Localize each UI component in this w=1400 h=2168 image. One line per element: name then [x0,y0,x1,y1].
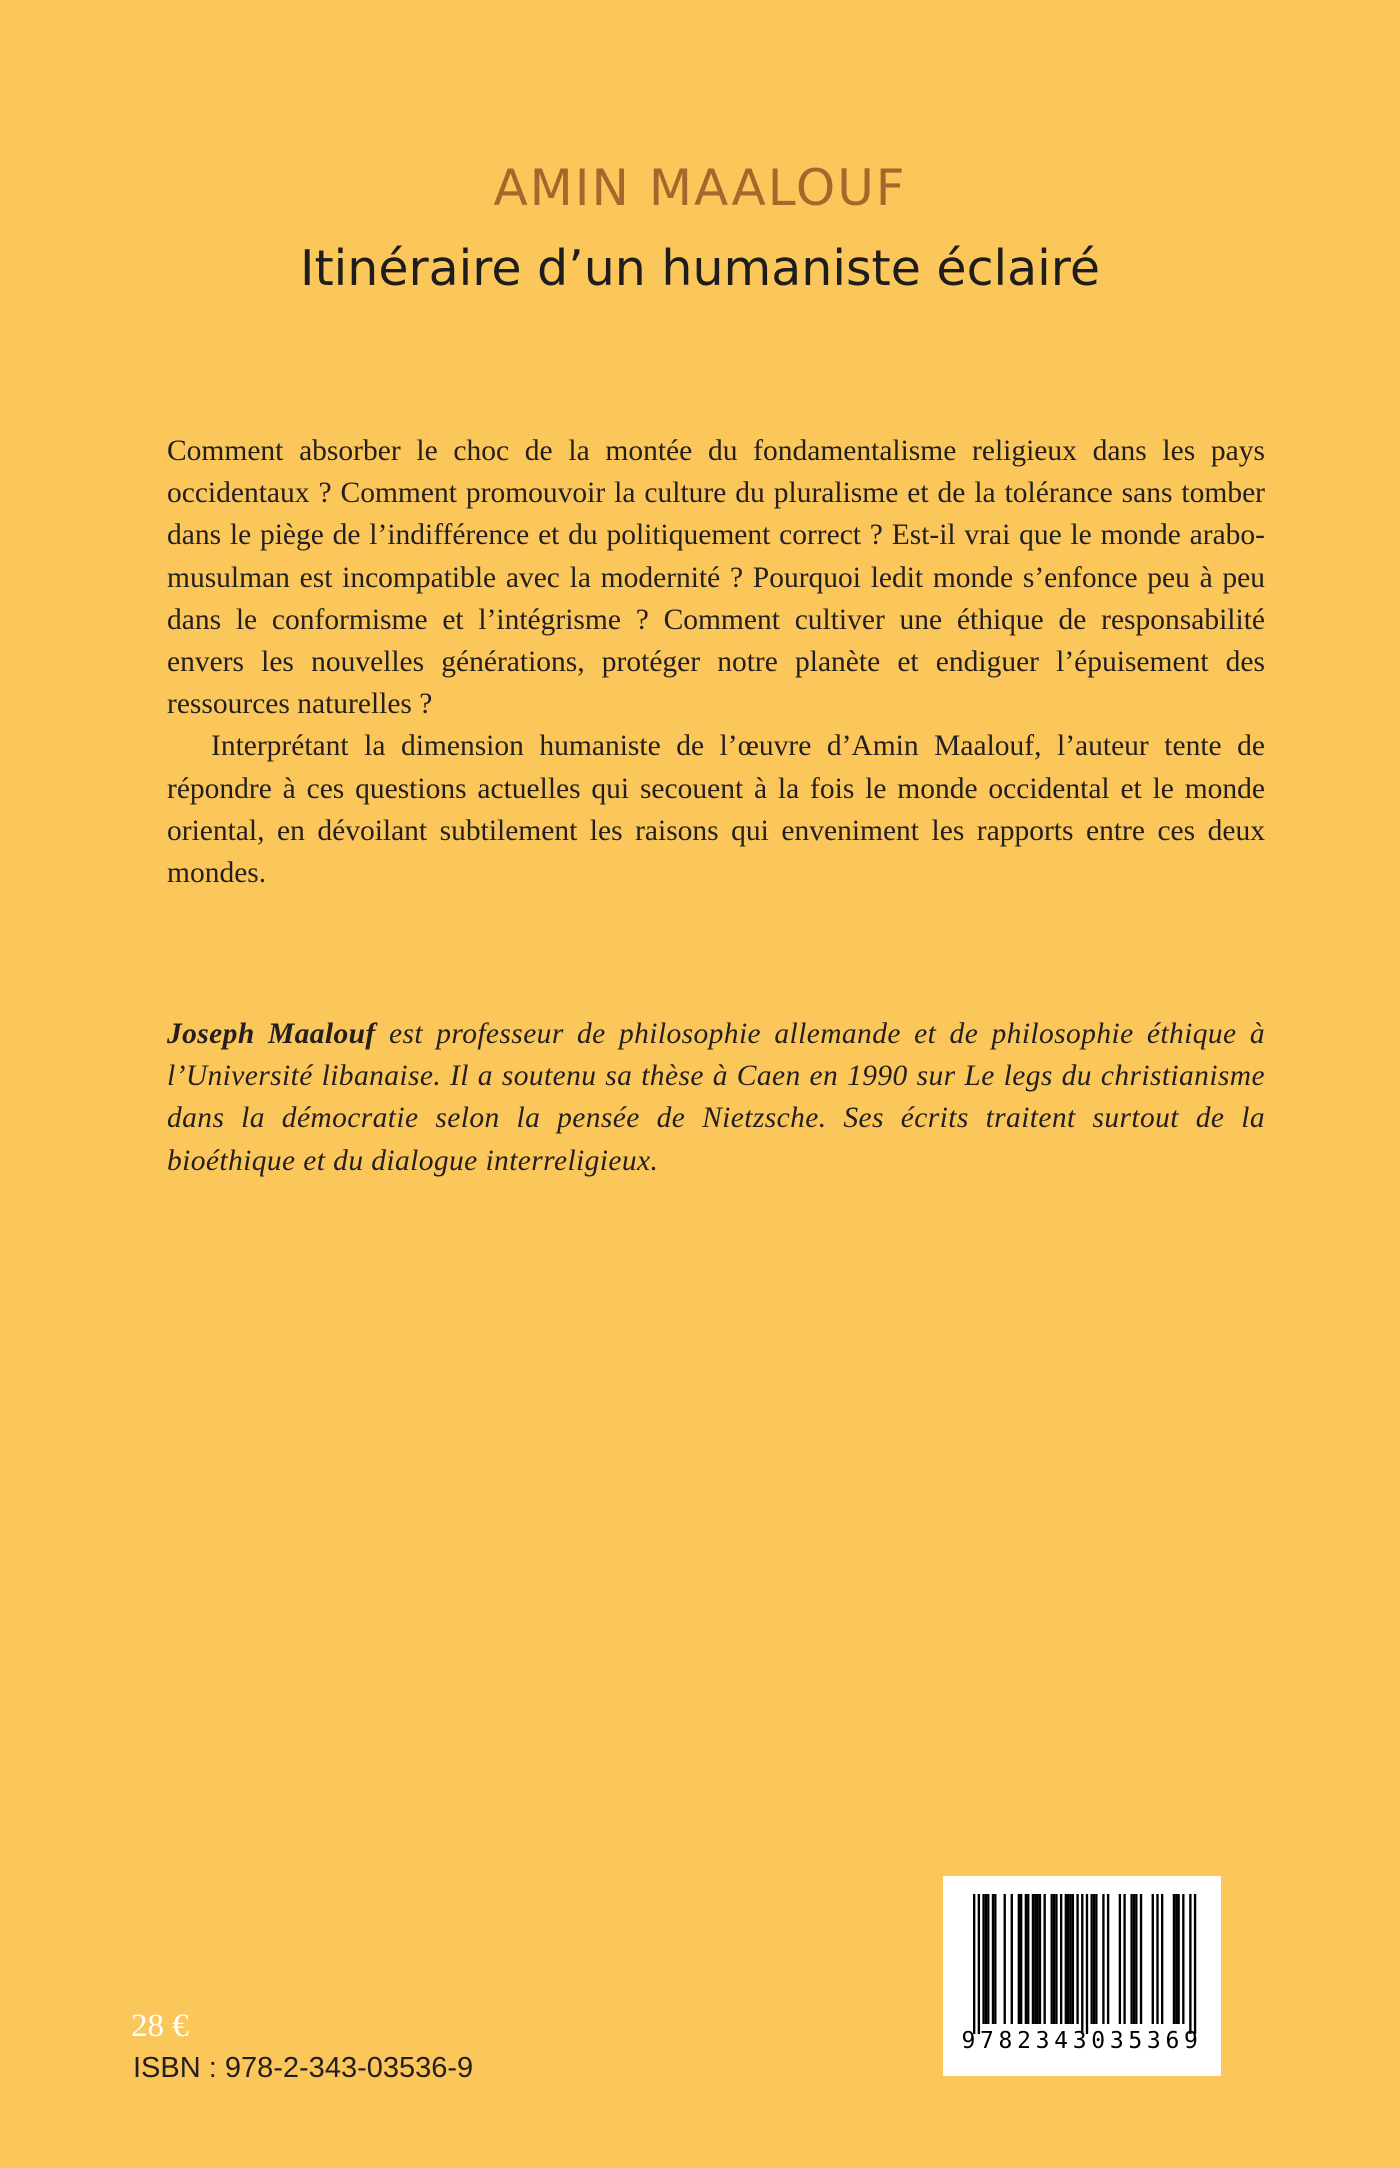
barcode-bar [1020,1894,1022,2024]
barcode-bar [1036,1894,1038,2024]
title-block [0,148,1400,310]
barcode-bar [1086,1894,1088,2034]
barcode-bar [1011,1894,1013,2024]
barcode-bar [1119,1894,1121,2024]
barcode-bar [987,1894,989,2024]
barcode-bar [1039,1894,1041,2024]
barcode-bar [973,1894,975,2034]
barcode-bar [1018,1894,1020,2024]
barcode-bar [1177,1894,1179,2024]
barcode-bar [1067,1894,1069,2024]
barcode [943,1876,1221,2076]
barcode-bar [1123,1894,1125,2024]
barcode-bar [1182,1894,1184,2024]
blurb [167,430,1265,894]
barcode-bar [992,1894,994,2024]
barcode-bar [1044,1894,1046,2024]
barcode-digits: 9782343035369 [961,2028,1203,2054]
author-bio-text: est professeur de philosophie allemande et de philosophie éthique à l’Université libanaise. Il a soutenu sa thèse à Caen en 1990 sur Le legs du christianisme dans la démocratie selon la pensée de Nietzsche. Ses écrits traitent surtout de la bioéthique et du dialogue interreligieux. [167,1018,1265,1177]
barcode-bar [1107,1894,1109,2024]
barcode-bar [1152,1894,1154,2024]
barcode-bar [1135,1894,1137,2024]
barcode-bar [1051,1894,1053,2024]
barcode-bar [1093,1894,1095,2024]
barcode-bar [1076,1894,1078,2024]
price-label: 28 € [131,2008,189,2044]
barcode-bar [1032,1894,1034,2024]
barcode-bar [985,1894,987,2024]
barcode-bar [1060,1894,1062,2024]
barcode-bar [1173,1894,1175,2024]
barcode-bar [1072,1894,1074,2024]
barcode-bar [1025,1894,1027,2024]
author-bio-paragraph [167,1013,1265,1182]
barcode-bar [1091,1894,1093,2024]
barcode-bar [1102,1894,1104,2024]
author-title: AMIN MAALOUF [493,159,907,217]
barcode-bar [1140,1894,1142,2024]
barcode-bar [1133,1894,1135,2024]
barcode-bar [1027,1894,1029,2024]
isbn-label: ISBN : 978-2-343-03536-9 [133,2052,474,2084]
barcode-bar [1004,1894,1006,2024]
barcode-bar [978,1894,980,2034]
barcode-bar [1130,1894,1132,2024]
barcode-bar [1095,1894,1097,2024]
barcode-bar [1156,1894,1158,2024]
barcode-bar [982,1894,984,2024]
barcode-bar [1161,1894,1163,2024]
book-subtitle: Itinéraire d’un humaniste éclairé [300,240,1100,297]
barcode-bar [1081,1894,1083,2034]
blurb-paragraph-1: Comment absorber le choc de la montée du fondamentalisme religieux dans les pays occidentaux ? Comment promouvoir la culture du pluralisme et de la tolérance sans tomber dans le piège de l’indifférence et du politiquement correct ? Est-il vrai que le monde arabo-musulman est incompatible avec la modernité ? Pourquoi ledit monde s’enfonce peu à peu dans le conformisme et l’intégrisme ? Comment cultiver une éthique de responsabilité envers les nouvelles générations, protéger notre planète et endiguer l’épuisement des ressources naturelles ? [167,435,1265,721]
barcode-bar [1055,1894,1057,2024]
barcode-bar [994,1894,996,2024]
author-bio-name: Joseph Maalouf [167,1018,376,1050]
author-bio [167,1013,1265,1182]
blurb-paragraph-2: Interprétant la dimension humaniste de l’œuvre d’Amin Maalouf, l’auteur tente de répondre à ces questions actuelles qui secouent à la fois le monde occidental et le monde oriental, en dévoilant subtilement les raisons qui enveniment les rapports entre ces deux mondes. [167,730,1265,890]
barcode-bar [1065,1894,1067,2024]
barcode-bar [1175,1894,1177,2024]
barcode-bar [1194,1894,1196,2034]
barcode-bar [1034,1894,1036,2024]
barcode-bar [1053,1894,1055,2024]
barcode-bar [1069,1894,1071,2024]
barcode-bar [1189,1894,1191,2034]
